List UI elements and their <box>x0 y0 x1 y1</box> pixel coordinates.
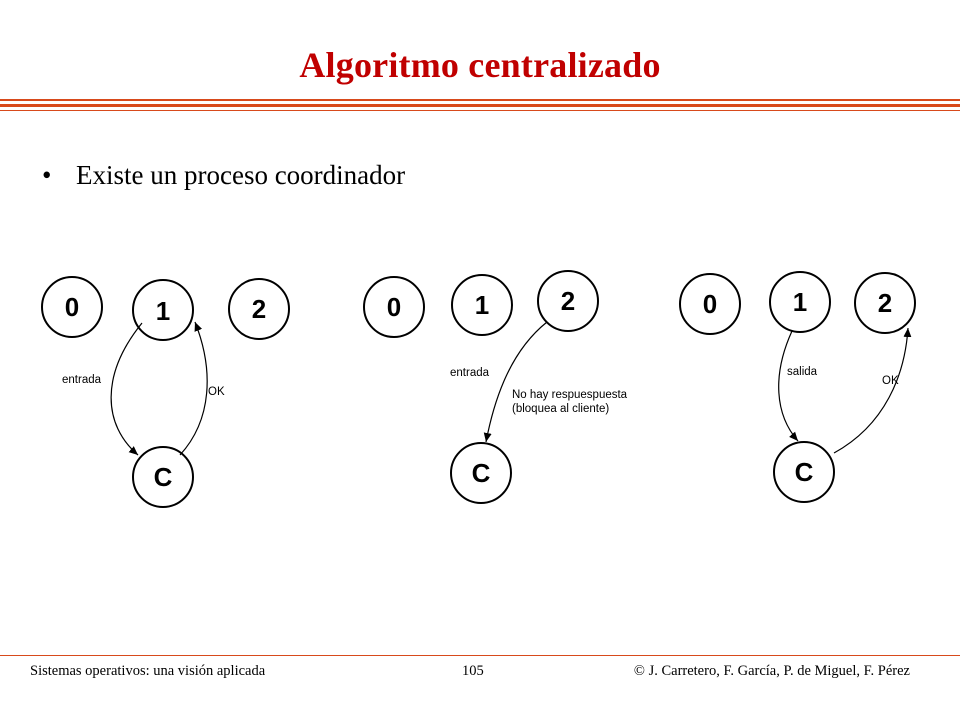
footer-book-title: Sistemas operativos: una visión aplicada <box>30 663 266 679</box>
ok-label: OK <box>208 386 225 398</box>
process-node-1 <box>770 272 830 332</box>
process-node-1 <box>133 280 193 340</box>
diagram-request-blocked <box>364 271 628 503</box>
coordinator-node <box>774 442 834 502</box>
process-node-1 <box>452 275 512 335</box>
request-label: entrada <box>62 374 102 386</box>
ok-arrow <box>180 322 207 455</box>
request-label: entrada <box>450 367 490 379</box>
process-node-2-label: 2 <box>560 286 576 316</box>
coordinator-node <box>451 443 511 503</box>
bullet-text: Existe un proceso coordinador <box>76 160 406 190</box>
footer-copyright: © J. Carretero, F. García, P. de Miguel, F. Pérez <box>633 663 910 679</box>
process-node-2-label: 2 <box>251 294 267 324</box>
release-label: salida <box>787 366 818 378</box>
process-node-0 <box>364 277 424 337</box>
process-node-0-label: 0 <box>702 289 718 319</box>
coordinator-node-label: C <box>794 457 814 487</box>
process-node-2-label: 2 <box>877 288 893 318</box>
coordinator-node-label: C <box>471 458 491 488</box>
process-node-0 <box>42 277 102 337</box>
ok-label: OK <box>882 375 899 387</box>
process-node-1-label: 1 <box>792 287 808 317</box>
release-arrow <box>779 331 798 441</box>
coordinator-node <box>133 447 193 507</box>
request-arrow <box>111 323 142 455</box>
process-node-0 <box>680 274 740 334</box>
process-node-2 <box>855 273 915 333</box>
bullet-marker: • <box>42 160 52 190</box>
process-node-2 <box>229 279 289 339</box>
process-node-0-label: 0 <box>386 292 402 322</box>
no-response-note-line-2: (bloquea al cliente) <box>512 403 610 415</box>
diagram-request-granted <box>42 277 289 507</box>
ok-arrow <box>834 328 908 453</box>
process-node-1-label: 1 <box>155 296 171 326</box>
request-arrow <box>486 322 547 442</box>
diagram-release-granted <box>680 272 915 502</box>
process-node-0-label: 0 <box>64 292 80 322</box>
coordinator-node-label: C <box>153 462 173 492</box>
footer-divider <box>0 655 960 656</box>
footer-page-number: 105 <box>462 663 484 679</box>
no-response-note-line-1: No hay respuespuesta <box>512 389 628 401</box>
slide-title: Algoritmo centralizado <box>299 45 661 85</box>
process-node-1-label: 1 <box>474 290 490 320</box>
